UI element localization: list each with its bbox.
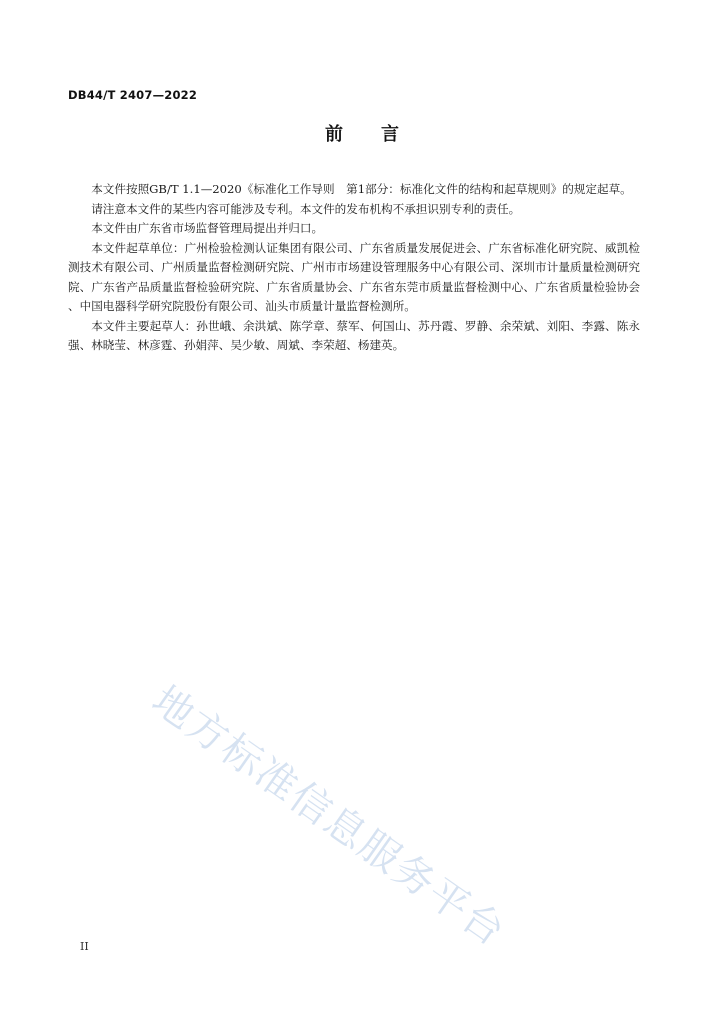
watermark: 地方标准信息服务平台 bbox=[143, 677, 514, 956]
page-title bbox=[0, 120, 724, 146]
document-code: DB44/T 2407—2022 bbox=[68, 88, 198, 102]
paragraph-patent-notice: 请注意本文件的某些内容可能涉及专利。本文件的发布机构不承担识别专利的责任。 bbox=[91, 201, 521, 216]
page-title-part-1: 前 bbox=[325, 124, 343, 145]
page-title-part-2: 言 bbox=[381, 124, 399, 145]
foreword-body bbox=[68, 180, 640, 356]
paragraph-drafting-rules: 本文件按照GB/T 1.1—2020《标准化工作导则 第1部分：标准化文件的结构和起草规则》的规定起草。 bbox=[91, 182, 632, 196]
paragraph-drafters: 本文件主要起草人：孙世峨、余洪斌、陈学章、蔡军、何国山、苏丹霞、罗静、余荣斌、刘阳、李露、陈永强、林晓莹、林彦霆、孙娟萍、吴少敏、周斌、李荣超、杨建英。 bbox=[68, 318, 640, 352]
paragraph-drafting-units: 本文件起草单位：广州检验检测认证集团有限公司、广东省质量发展促进会、广东省标准化研究院、威凯检测技术有限公司、广州质量监督检测研究院、广州市市场建设管理服务中心有限公司、深圳市计量质量检测研究院、广东省产品质量监督检验研究院、广东省质量协会、广东省东莞市质量监督检测中心、广东省质量检验协会、中国电器科学研究院股份有限公司、汕头市质量计量监督检测所。 bbox=[68, 240, 640, 313]
paragraph-proposer: 本文件由广东省市场监督管理局提出并归口。 bbox=[91, 221, 324, 235]
page-number: II bbox=[80, 940, 89, 953]
